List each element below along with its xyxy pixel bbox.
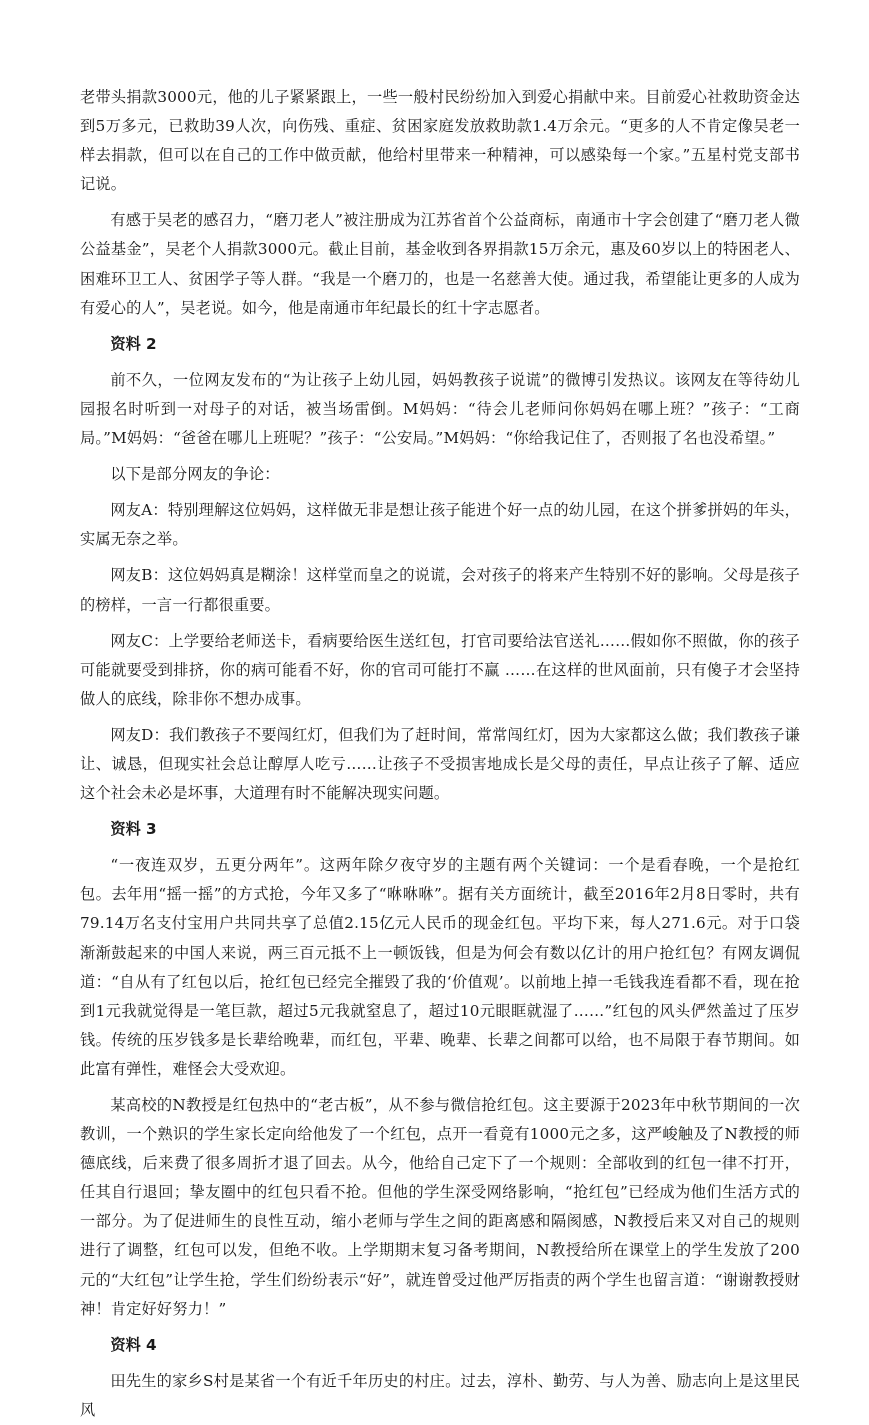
paragraph-netizen-b: 网友B：这位妈妈真是糊涂！这样堂而皇之的说谎，会对孩子的将来产生特别不好的影响。父母是孩子的榜样，一言一行都很重要。 xyxy=(80,566,800,614)
paragraph-professor-n: 某高校的N教授是红包热中的“老古板”，从不参与微信抢红包。这主要源于2023年中秋节期间的一次教训，一个熟识的学生家长定向给他发了一个红包，点开一看竟有1000元之多，这严峻触及了N教授的师德底线，后来费了很多周折才退了回去。从今，他给自己定下了一个规则：全部收到的红包一律不打开，任其自行退回；挚友圈中的红包只看不抢。但他的学生深受网络影响，“抢红包”已经成为他们生活方式的一部分。为了促进师生的良性互动，缩小老师与学生之间的距离感和隔阂感，N教授后来又对自己的规则进行了调整，红包可以发，但绝不收。上学期期末复习备考期间，N教授给所在课堂上的学生发放了200元的“大红包”让学生抢，学生们纷纷表示“好”，就连曾受过他严厉指责的两个学生也留言道：“谢谢教授财神！肯定好好努力！” xyxy=(80,1096,800,1318)
paragraph-wu-charity-fund: 有感于吴老的感召力，“磨刀老人”被注册成为江苏省首个公益商标，南通市十字会创建了“磨刀老人微公益基金”，吴老个人捐款3000元。截止目前，基金收到各界捐款15万余元，惠及60岁以上的特困老人、困难环卫工人、贫困学子等人群。“我是一个磨刀的，也是一名慈善大使。通过我，希望能让更多的人成为有爱心的人”，吴老说。如今，他是南通市年纪最长的红十字志愿者。 xyxy=(80,211,800,317)
section-heading-material-4: 资料 4 xyxy=(110,1335,157,1354)
paragraph-netizen-intro: 以下是部分网友的争论： xyxy=(110,465,280,484)
paragraph-s-village: 田先生的家乡S村是某省一个有近千年历史的村庄。过去，淳朴、勤劳、与人为善、励志向上是这里民风 xyxy=(80,1371,800,1419)
paragraph-netizen-d: 网友D：我们教孩子不要闯红灯，但我们为了赶时间，常常闯红灯，因为大家都这么做；我们教孩子谦让、诚恳，但现实社会总让醇厚人吃亏……让孩子不受损害地成长是父母的责任，早点让孩子了解、适应这个社会未必是坏事，大道理有时不能解决现实问题。 xyxy=(80,725,800,803)
paragraph-wu-donation: 老带头捐款3000元，他的儿子紧紧跟上，一些一般村民纷纷加入到爱心捐献中来。目前爱心社救助资金达到5万多元，已救助39人次，向伤残、重症、贫困家庭发放救助款1.4万余元。“更多的人不肯定像吴老一样去捐款，但可以在自己的工作中做贡献，他给村里带来一种精神，可以感染每一个家。”五星村党支部书记说。 xyxy=(80,88,800,194)
paragraph-netizen-a: 网友A：特别理解这位妈妈，这样做无非是想让孩子能进个好一点的幼儿园，在这个拼爹拼妈的年头，实属无奈之举。 xyxy=(80,501,800,549)
section-heading-material-2: 资料 2 xyxy=(110,334,157,353)
paragraph-netizen-c: 网友C：上学要给老师送卡，看病要给医生送红包，打官司要给法官送礼……假如你不照做，你的孩子可能就要受到排挤，你的病可能看不好，你的官司可能打不赢 ……在这样的世风面前，只有傻子才会坚持做人的底线，除非你不想办成事。 xyxy=(80,631,800,708)
section-heading-material-3: 资料 3 xyxy=(110,820,157,839)
paragraph-red-envelope: “一夜连双岁，五更分两年”。这两年除夕夜守岁的主题有两个关键词：一个是看春晚，一个是抢红包。去年用“摇一摇”的方式抢，今年又多了“咻咻咻”。据有关方面统计，截至2016年2月8日零时，共有79.14万名支付宝用户共同共享了总值2.15亿元人民币的现金红包。平均下来，每人271.6元。对于口袋渐渐鼓起来的中国人来说，两三百元抵不上一顿饭钱，但是为何会有数以亿计的用户抢红包？有网友调侃道：“自从有了红包以后，抢红包已经完全摧毁了我的‘价值观’。以前地上掉一毛钱我连看都不看，现在抢到1元我就觉得是一笔巨款，超过5元我就窒息了，超过10元眼眶就湿了……”红包的风头俨然盖过了压岁钱。传统的压岁钱多是长辈给晚辈，而红包，平辈、晚辈、长辈之间都可以给，也不局限于春节期间。如此富有弹性，难怪会大受欢迎。 xyxy=(80,856,800,1078)
paragraph-kindergarten-lie: 前不久，一位网友发布的“为让孩子上幼儿园，妈妈教孩子说谎”的微博引发热议。该网友在等待幼儿园报名时听到一对母子的对话，被当场雷倒。M妈妈：“待会儿老师问你妈妈在哪上班？”孩子：“工商局。”M妈妈：“爸爸在哪儿上班呢？”孩子：“公安局。”M妈妈：“你给我记住了，否则报了名也没希望。” xyxy=(80,370,800,448)
